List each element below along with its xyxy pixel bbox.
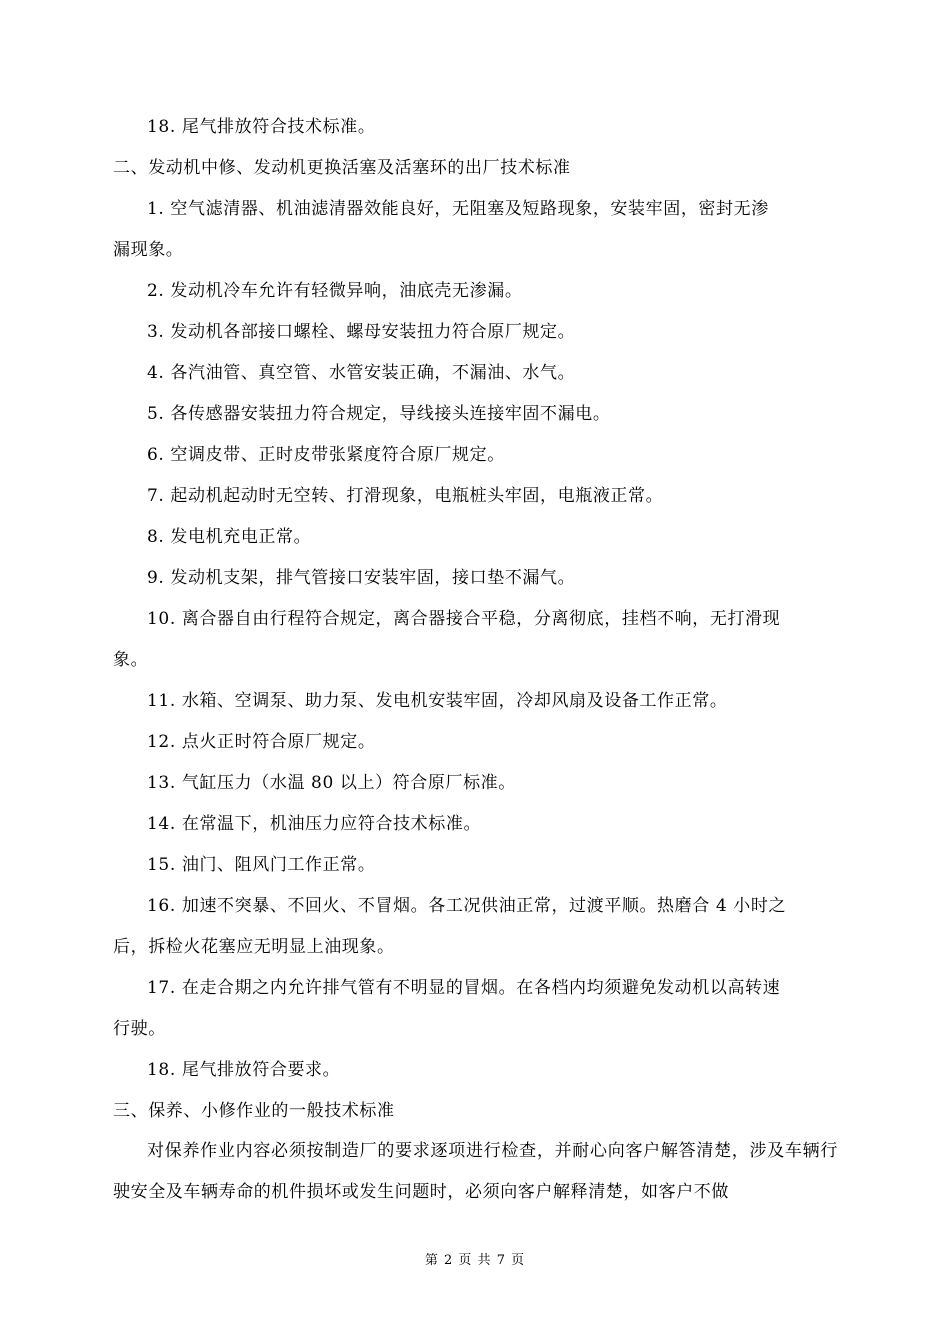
list-item: 18. 尾气排放符合技术标准。 [147,117,376,137]
list-item: 2. 发动机冷车允许有轻微异响，油底壳无渗漏。 [147,281,523,301]
list-item: 13. 气缸压力（水温 80 以上）符合原厂标准。 [147,773,516,793]
list-item: 7. 起动机起动时无空转、打滑现象，电瓶桩头牢固，电瓶液正常。 [147,486,664,506]
list-item: 14. 在常温下，机油压力应符合技术标准。 [147,814,482,834]
list-item: 9. 发动机支架，排气管接口安装牢固，接口垫不漏气。 [147,568,576,588]
list-item-continuation: 漏现象。 [113,240,184,260]
list-item: 4. 各汽油管、真空管、水管安装正确，不漏油、水气。 [147,363,576,383]
section-heading: 二、发动机中修、发动机更换活塞及活塞环的出厂技术标准 [113,158,571,178]
section-heading: 三、保养、小修作业的一般技术标准 [113,1101,395,1121]
body-paragraph: 对保养作业内容必须按制造厂的要求逐项进行检查，并耐心向客户解答清楚，涉及车辆行驶安全及车辆寿命的机件损坏或发生问题时，必须向客户解释清楚，如客户不做 [113,1141,838,1202]
list-item: 1. 空气滤清器、机油滤清器效能良好，无阻塞及短路现象，安装牢固，密封无渗 [147,199,769,219]
list-item: 10. 离合器自由行程符合规定，离合器接合平稳，分离彻底，挂档不响，无打滑现 [147,609,781,629]
list-item-continuation: 象。 [113,650,149,670]
list-item: 5. 各传感器安装扭力符合规定，导线接头连接牢固不漏电。 [147,404,611,424]
page-footer: 第 2 页 共 7 页 [424,1253,526,1268]
list-item: 8. 发电机充电正常。 [147,527,312,547]
list-item: 6. 空调皮带、正时皮带张紧度符合原厂规定。 [147,445,505,465]
list-item: 17. 在走合期之内允许排气管有不明显的冒烟。在各档内均须避免发动机以高转速 [147,978,781,998]
list-item: 15. 油门、阻风门工作正常。 [147,855,376,875]
list-item-continuation: 后，拆检火花塞应无明显上油现象。 [113,937,395,957]
list-item-continuation: 行驶。 [113,1019,166,1039]
list-item: 3. 发动机各部接口螺栓、螺母安装扭力符合原厂规定。 [147,322,576,342]
list-item: 16. 加速不突暴、不回火、不冒烟。各工况供油正常，过渡平顺。热磨合 4 小时之 [147,896,787,916]
list-item: 11. 水箱、空调泵、助力泵、发电机安装牢固，冷却风扇及设备工作正常。 [147,691,728,711]
list-item: 12. 点火正时符合原厂规定。 [147,732,376,752]
list-item: 18. 尾气排放符合要求。 [147,1060,341,1080]
